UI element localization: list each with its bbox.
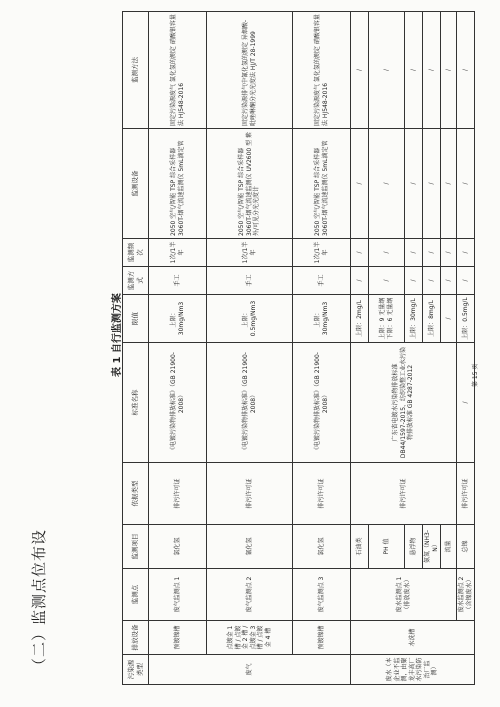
table-row (293, 12, 351, 685)
slash-cell: / (351, 12, 369, 129)
slash-cell: / (405, 267, 423, 295)
header-emission-unit: 排放设备 (123, 621, 149, 655)
slash-cell: / (405, 12, 423, 129)
monitoring-point-cell: 废气监测点 1 (149, 569, 207, 621)
standard-name-cell: 广东省电镀水污染物排放标准 DB44/1597-2015、纺织染整工业水污染物排放标准 GB 4287-2012 (351, 343, 457, 463)
limit-cell: 上限：8mg/L (423, 295, 441, 343)
limit-cell: 上限：30mg/Nm3 (149, 295, 207, 343)
header-monitoring-point: 监测点 (123, 569, 149, 621)
limit-cell: / (441, 295, 457, 343)
slash-cell: / (457, 129, 475, 239)
monitoring-item-cell: 氨氮（NH3-N） (423, 525, 441, 569)
section-heading: （二）监测点位布设 (30, 528, 48, 673)
slash-cell: / (369, 12, 405, 129)
emission-unit-cell: 水洗槽 (351, 621, 475, 655)
slash-cell: / (405, 239, 423, 267)
slash-cell: / (457, 343, 475, 463)
emission-unit-cell: 预镀镍槽 (149, 621, 207, 655)
monitoring-point-cell: 废气监测点 2 (207, 569, 293, 621)
monitoring-item-cell: 石油类 (351, 525, 369, 569)
basis-type-cell: 排污许可证 (293, 463, 351, 525)
slash-cell: / (457, 267, 475, 295)
monitoring-method-cell: 手工 (293, 267, 351, 295)
basis-type-cell: 排污许可证 (457, 463, 475, 525)
slash-cell: / (441, 12, 457, 129)
monitoring-frequency-cell: 1次/1半年 (149, 239, 207, 267)
emission-unit-cell: 点镀金 1 槽 / 点镀金 2 槽 / 点镀金 3 槽 / 点镀金 4 槽 (207, 621, 293, 655)
monitoring-item-cell: 氰化氢 (207, 525, 293, 569)
slash-cell: / (423, 129, 441, 239)
standard-name-cell: 《电镀污染物排放标准》（GB 21900-2008） (149, 343, 207, 463)
waste-water-type-cell: 废水（本企业不监测，由聚龙丰高厂水污染防治厂监测） (351, 655, 475, 685)
header-monitoring-method: 监测方式 (123, 267, 149, 295)
limit-cell: 上限：0.5mg/L (457, 295, 475, 343)
header-monitoring-equipment: 监测设备 (123, 129, 149, 239)
monitoring-item-cell: 总镍 (457, 525, 475, 569)
monitoring-frequency-cell: 1次/1半年 (293, 239, 351, 267)
limit-cell: 上限：30mg/Nm3 (293, 295, 351, 343)
basis-type-cell: 排污许可证 (149, 463, 207, 525)
slash-cell: / (441, 129, 457, 239)
header-analysis-method: 监测方法 (123, 12, 149, 129)
slash-cell: / (351, 267, 369, 295)
standard-name-cell: 《电镀污染物排放标准》（GB 21900-2008） (207, 343, 293, 463)
monitoring-method-cell: 手工 (207, 267, 293, 295)
analysis-method-cell: 固定污染源排气中氰化氢的测定 异烟酸-吡唑啉酮分光光度法 HJ/T 28-1999 (207, 12, 293, 129)
slash-cell: / (441, 239, 457, 267)
limit-cell: 上限：0.5mg/Nm3 (207, 295, 293, 343)
monitoring-item-cell: 流量 (441, 525, 457, 569)
monitoring-equipment-cell: 2050 空气/智能 TSP 综合采样器 3060T-烟气流速监测仪 5mL滴定管 (149, 129, 207, 239)
header-monitoring-item: 监测项目 (123, 525, 149, 569)
slash-cell: / (423, 12, 441, 129)
limit-cell: 上限：2mg/L (351, 295, 369, 343)
table-caption: 表 1 自行监测方案 (112, 293, 123, 377)
slash-cell: / (369, 267, 405, 295)
table-row (207, 12, 293, 685)
slash-cell: / (441, 267, 457, 295)
monitoring-point-cell: 废水监测点 2（含镍废水） (457, 569, 475, 621)
slash-cell: / (457, 12, 475, 129)
table-row (149, 12, 207, 685)
monitoring-equipment-cell: 2050 空气/智能 TSP 综合采样器 3060T-烟气流速监测仪 5mL滴定管 (293, 129, 351, 239)
monitoring-item-cell: 悬浮物 (405, 525, 423, 569)
emission-unit-cell: 预镀镍槽 (293, 621, 351, 655)
slash-cell: / (405, 129, 423, 239)
monitoring-point-cell: 废水监测点 1（排放废水） (351, 569, 457, 621)
header-limit: 限值 (123, 295, 149, 343)
slash-cell: / (369, 239, 405, 267)
table-header-row (123, 12, 149, 685)
header-basis-type: 依据类型 (123, 463, 149, 525)
basis-type-cell: 排污许可证 (351, 463, 457, 525)
monitoring-item-cell: PH 值 (369, 525, 405, 569)
slash-cell: / (351, 239, 369, 267)
monitoring-point-cell: 废气监测点 3 (293, 569, 351, 621)
slash-cell: / (457, 239, 475, 267)
monitoring-frequency-cell: 1次/1半年 (207, 239, 293, 267)
header-monitoring-frequency: 监测频次 (123, 239, 149, 267)
header-standard-name: 标准名称 (123, 343, 149, 463)
slash-cell: / (423, 267, 441, 295)
page-number: 第 15 页 (472, 363, 479, 387)
monitoring-equipment-cell: 2050 空气/智能 TSP 综合采样器 3060T-烟气流速监测仪 UV2600 型 紫外/可见分光光度计 (207, 129, 293, 239)
waste-gas-type-cell: 废气 (149, 655, 351, 685)
analysis-method-cell: 固定污染源废气 氯化氢的测定 硝酸银容量法 HJ548-2016 (149, 12, 207, 129)
limit-cell: 上限：30mg/L (405, 295, 423, 343)
table-row (457, 12, 475, 685)
monitoring-item-cell: 氯化氢 (149, 525, 207, 569)
limit-cell: 上限：9 无量纲 下限：6 无量纲 (369, 295, 405, 343)
slash-cell: / (423, 239, 441, 267)
monitoring-item-cell: 氯化氢 (293, 525, 351, 569)
header-pollution-type: 污染源类型 (123, 655, 149, 685)
monitoring-plan-table (122, 11, 475, 685)
analysis-method-cell: 固定污染源废气 氯化氢的测定 硝酸银容量法 HJ548-2016 (293, 12, 351, 129)
standard-name-cell: 《电镀污染物排放标准》（GB 21900-2008） (293, 343, 351, 463)
basis-type-cell: 排污许可证 (207, 463, 293, 525)
monitoring-method-cell: 手工 (149, 267, 207, 295)
slash-cell: / (369, 129, 405, 239)
table-row (351, 12, 369, 685)
slash-cell: / (351, 129, 369, 239)
